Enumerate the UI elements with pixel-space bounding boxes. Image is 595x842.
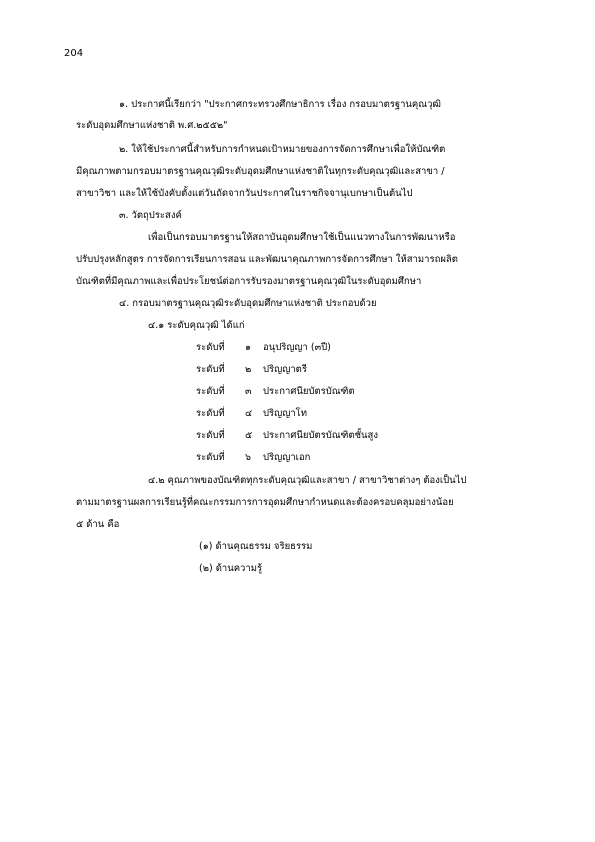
- level-6-number: ๖: [245, 452, 252, 463]
- paragraph-3-line-3: บัณฑิตที่มีคุณภาพและเพื่อประโยชน์ต่อการรับรองมาตรฐานคุณวุฒิในระดับอุดมศึกษา: [76, 276, 422, 287]
- paragraph-1-line-1: ๑. ประกาศนี้เรียกว่า "ประกาศกระทรวงศึกษาธิการ เรื่อง กรอบมาตรฐานคุณวุฒิ: [119, 99, 442, 110]
- level-2-number: ๒: [245, 364, 252, 375]
- paragraph-2-line-2: มีคุณภาพตามกรอบมาตรฐานคุณวุฒิระดับอุดมศึกษาแห่งชาติในทุกระดับคุณวุฒิและสาขา /: [76, 166, 445, 177]
- domain-2: (๒) ด้านความรู้: [199, 563, 263, 574]
- section-4-2-line-1: ๔.๒ คุณภาพของบัณฑิตทุกระดับคุณวุฒิและสาขา / สาขาวิชาต่างๆ ต้องเป็นไป: [148, 475, 467, 486]
- level-3-name: ประกาศนียบัตรบัณฑิต: [263, 386, 355, 397]
- level-6-name: ปริญญาเอก: [263, 452, 311, 463]
- level-1-name: อนุปริญญา (๓ปี): [263, 342, 331, 353]
- level-2-label: ระดับที่: [196, 364, 225, 375]
- level-4-label: ระดับที่: [196, 408, 225, 419]
- level-6-label: ระดับที่: [196, 452, 225, 463]
- domain-1: (๑) ด้านคุณธรรม จริยธรรม: [199, 541, 313, 552]
- level-5-name: ประกาศนียบัตรบัณฑิตชั้นสูง: [263, 430, 378, 441]
- level-4-name: ปริญญาโท: [263, 408, 308, 419]
- level-5-number: ๕: [245, 430, 253, 441]
- section-4-2-line-2: ตามมาตรฐานผลการเรียนรู้ที่คณะกรรมการการอุดมศึกษากำหนดและต้องครอบคลุมอย่างน้อย: [76, 497, 454, 508]
- paragraph-3-line-1: เพื่อเป็นกรอบมาตรฐานให้สถาบันอุดมศึกษาใช้เป็นแนวทางในการพัฒนาหรือ: [148, 232, 456, 243]
- paragraph-2-line-3: สาขาวิชา และให้ใช้บังคับตั้งแต่วันถัดจากวันประกาศในราชกิจจานุเบกษาเป็นต้นไป: [76, 188, 413, 199]
- level-1-label: ระดับที่: [196, 342, 225, 353]
- page-number: 204: [64, 48, 84, 59]
- paragraph-1-line-2: ระดับอุดมศึกษาแห่งชาติ พ.ศ.๒๕๕๒": [76, 120, 228, 131]
- level-3-number: ๓: [245, 386, 252, 397]
- section-3-heading: ๓. วัตถุประสงค์: [119, 210, 182, 221]
- level-1-number: ๑: [245, 342, 252, 353]
- paragraph-3-line-2: ปรับปรุงหลักสูตร การจัดการเรียนการสอน และพัฒนาคุณภาพการจัดการศึกษา ให้สามารถผลิต: [76, 254, 458, 265]
- level-5-label: ระดับที่: [196, 430, 225, 441]
- section-4-heading: ๔. กรอบมาตรฐานคุณวุฒิระดับอุดมศึกษาแห่งชาติ ประกอบด้วย: [119, 298, 377, 309]
- paragraph-2-line-1: ๒. ให้ใช้ประกาศนี้สำหรับการกำหนดเป้าหมายของการจัดการศึกษาเพื่อให้บัณฑิต: [119, 144, 446, 155]
- section-4-1-heading: ๔.๑ ระดับคุณวุฒิ ได้แก่: [148, 320, 245, 331]
- level-2-name: ปริญญาตรี: [263, 364, 307, 375]
- level-4-number: ๔: [245, 408, 253, 419]
- section-4-2-line-3: ๕ ด้าน คือ: [76, 519, 120, 530]
- level-3-label: ระดับที่: [196, 386, 225, 397]
